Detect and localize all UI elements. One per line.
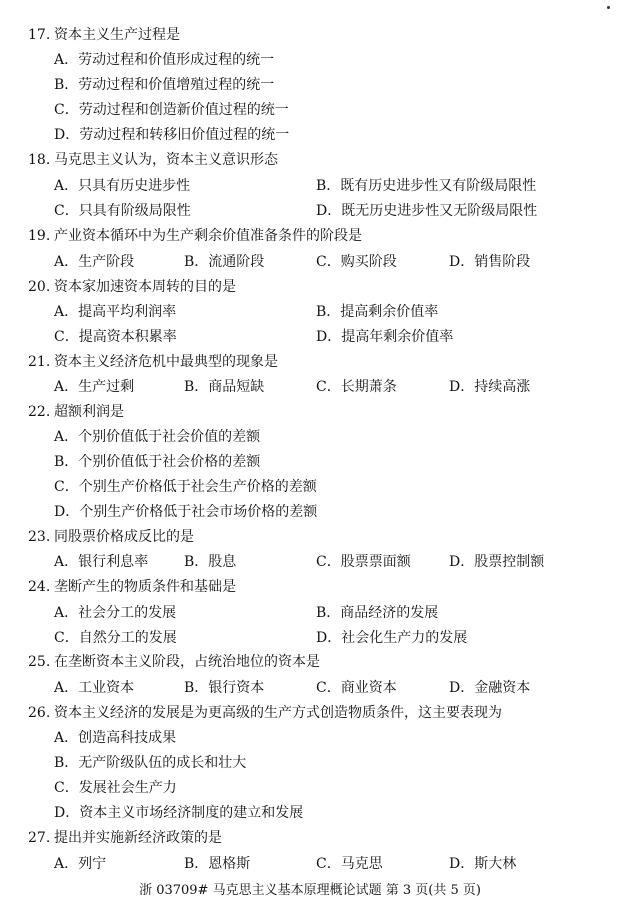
option-text: 提高平均利润率 [78, 304, 177, 320]
option-text: 商品经济的发展 [340, 605, 439, 621]
option-text: 社会分工的发展 [78, 605, 177, 621]
option-20b [316, 301, 438, 323]
question-number: 27. [28, 830, 51, 846]
option-text: 只具有阶级局限性 [78, 203, 191, 219]
option-text: 持续高涨 [474, 379, 531, 395]
question-22 [28, 401, 124, 423]
option-text: 个别价值低于社会价值的差额 [78, 429, 261, 445]
option-text: 斯大林 [474, 856, 517, 872]
option-22a [54, 426, 594, 448]
option-row [54, 175, 594, 197]
option-text: 资本主义市场经济制度的建立和发展 [79, 805, 304, 821]
option-row [54, 551, 594, 573]
option-22b [54, 451, 594, 473]
option-24b [316, 602, 438, 624]
option-26b [54, 752, 594, 774]
question-number: 24. [28, 579, 51, 595]
option-text: 马克思 [340, 856, 383, 872]
option-text: 长期萧条 [340, 379, 397, 395]
question-20 [28, 276, 236, 298]
option-letter: C． [54, 329, 79, 345]
option-26a [54, 727, 594, 749]
option-letter: B． [184, 680, 209, 696]
option-row [54, 326, 594, 348]
option-19c [316, 251, 397, 273]
option-letter: A． [54, 52, 79, 68]
option-text: 无产阶级队伍的成长和壮大 [78, 755, 247, 771]
page-footer: 浙 03709# 马克思主义基本原理概论试题 第 3 页(共 5 页) [139, 883, 481, 898]
option-letter: C． [316, 680, 341, 696]
option-letter: C． [316, 379, 341, 395]
option-letter: A． [54, 304, 79, 320]
option-text: 银行资本 [208, 680, 265, 696]
option-letter: C． [54, 203, 79, 219]
option-22c [54, 476, 594, 498]
option-text: 列宁 [78, 856, 107, 872]
option-text: 劳动过程和创造新价值过程的统一 [78, 102, 289, 118]
option-text: 只具有历史进步性 [78, 178, 191, 194]
option-text: 销售阶段 [474, 254, 531, 270]
option-letter: D． [449, 680, 475, 696]
option-21b [184, 376, 264, 398]
option-letter: B． [184, 254, 209, 270]
question-number: 19. [28, 228, 51, 244]
option-24d [316, 627, 467, 649]
option-23b [184, 551, 236, 573]
option-letter: D． [449, 379, 475, 395]
option-25d [449, 677, 530, 699]
option-letter: C． [316, 554, 341, 570]
option-letter: B． [316, 304, 341, 320]
option-19b [184, 251, 264, 273]
option-text: 提高资本积累率 [78, 329, 177, 345]
question-stem: 超额利润是 [54, 404, 124, 420]
question-stem: 垄断产生的物质条件和基础是 [54, 579, 236, 595]
question-stem: 马克思主义认为，资本主义意识形态 [54, 152, 278, 168]
option-18d [316, 200, 537, 222]
option-23c [316, 551, 411, 573]
option-row [54, 627, 594, 649]
option-text: 商品短缺 [208, 379, 265, 395]
option-row [54, 602, 594, 624]
option-text: 创造高科技成果 [78, 730, 177, 746]
option-letter: B． [184, 379, 209, 395]
option-letter: C． [54, 479, 79, 495]
scan-mark [607, 6, 610, 9]
option-17b [54, 74, 594, 96]
option-letter: B． [316, 605, 341, 621]
option-letter: D． [316, 329, 342, 345]
option-text: 金融资本 [474, 680, 531, 696]
option-letter: A． [54, 554, 79, 570]
option-text: 个别价值低于社会价格的差额 [78, 454, 261, 470]
option-text: 流通阶段 [208, 254, 265, 270]
option-letter: A． [54, 730, 79, 746]
question-26 [28, 702, 502, 724]
question-stem: 资本家加速资本周转的目的是 [54, 279, 236, 295]
option-21c [316, 376, 397, 398]
option-19a [54, 251, 134, 273]
option-letter: A． [54, 856, 79, 872]
question-number: 22. [28, 404, 51, 420]
option-letter: D． [54, 805, 80, 821]
option-text: 银行利息率 [78, 554, 149, 570]
option-23a [54, 551, 148, 573]
question-number: 23. [28, 529, 51, 545]
option-20c [54, 326, 177, 348]
question-number: 20. [28, 279, 51, 295]
question-stem: 提出并实施新经济政策的是 [54, 830, 222, 846]
option-17d [54, 124, 594, 146]
option-letter: D． [54, 504, 80, 520]
option-text: 恩格斯 [208, 856, 251, 872]
option-letter: B． [54, 755, 79, 771]
option-row [54, 853, 594, 875]
option-letter: A． [54, 178, 79, 194]
option-18b [316, 175, 536, 197]
option-22d [54, 501, 594, 523]
option-text: 生产阶段 [78, 254, 135, 270]
option-27b [184, 853, 250, 875]
question-number: 18. [28, 152, 51, 168]
question-27 [28, 827, 222, 849]
question-18 [28, 149, 278, 171]
option-text: 劳动过程和转移旧价值过程的统一 [79, 127, 290, 143]
option-row [54, 251, 594, 273]
question-25 [28, 651, 320, 673]
option-letter: D． [54, 127, 80, 143]
option-27c [316, 853, 383, 875]
option-letter: B． [54, 77, 79, 93]
option-21d [449, 376, 530, 398]
option-text: 自然分工的发展 [78, 630, 177, 646]
option-text: 商业资本 [340, 680, 397, 696]
option-24c [54, 627, 177, 649]
option-row [54, 200, 594, 222]
option-text: 股息 [208, 554, 237, 570]
question-stem: 资本主义生产过程是 [54, 27, 180, 43]
question-stem: 资本主义经济的发展是为更高级的生产方式创造物质条件，这主要表现为 [54, 705, 502, 721]
option-25c [316, 677, 397, 699]
option-letter: C． [316, 254, 341, 270]
option-20d [316, 326, 453, 348]
option-letter: C． [316, 856, 341, 872]
option-text: 劳动过程和价值形成过程的统一 [78, 52, 275, 68]
question-number: 25. [28, 654, 51, 670]
option-letter: B． [184, 856, 209, 872]
option-text: 发展社会生产力 [78, 780, 177, 796]
option-text: 个别生产价格低于社会市场价格的差额 [79, 504, 318, 520]
option-letter: C． [54, 630, 79, 646]
option-26d [54, 802, 594, 824]
question-24 [28, 576, 236, 598]
option-letter: D． [316, 203, 342, 219]
option-text: 生产过剩 [78, 379, 135, 395]
question-17 [28, 24, 180, 46]
option-23d [449, 551, 544, 573]
question-21 [28, 351, 278, 373]
option-text: 工业资本 [78, 680, 135, 696]
option-text: 既有历史进步性又有阶级局限性 [340, 178, 537, 194]
option-17c [54, 99, 594, 121]
option-letter: B． [184, 554, 209, 570]
option-18c [54, 200, 191, 222]
option-letter: A． [54, 254, 79, 270]
option-27a [54, 853, 106, 875]
option-27d [449, 853, 516, 875]
option-row [54, 301, 594, 323]
option-letter: A． [54, 429, 79, 445]
question-stem: 资本主义经济危机中最典型的现象是 [54, 354, 278, 370]
option-text: 社会化生产力的发展 [341, 630, 468, 646]
option-21a [54, 376, 134, 398]
option-letter: C． [54, 780, 79, 796]
option-20a [54, 301, 176, 323]
option-text: 劳动过程和价值增殖过程的统一 [78, 77, 275, 93]
question-23 [28, 526, 194, 548]
option-letter: A． [54, 605, 79, 621]
option-letter: D． [449, 554, 475, 570]
option-letter: D． [449, 254, 475, 270]
option-text: 提高年剩余价值率 [341, 329, 454, 345]
option-25b [184, 677, 264, 699]
option-18a [54, 175, 190, 197]
option-row [54, 677, 594, 699]
option-text: 股票票面额 [340, 554, 411, 570]
option-letter: A． [54, 379, 79, 395]
option-letter: D． [316, 630, 342, 646]
question-stem: 同股票价格成反比的是 [54, 529, 194, 545]
option-row [54, 376, 594, 398]
question-number: 21. [28, 354, 51, 370]
option-text: 提高剩余价值率 [340, 304, 439, 320]
option-17a [54, 49, 594, 71]
option-25a [54, 677, 134, 699]
question-number: 26. [28, 705, 51, 721]
option-letter: D． [449, 856, 475, 872]
option-24a [54, 602, 176, 624]
option-letter: C． [54, 102, 79, 118]
option-text: 既无历史进步性又无阶级局限性 [341, 203, 538, 219]
option-text: 股票控制额 [474, 554, 545, 570]
question-19 [28, 225, 362, 247]
option-text: 购买阶段 [340, 254, 397, 270]
option-letter: B． [54, 454, 79, 470]
question-number: 17. [28, 27, 51, 43]
question-stem: 产业资本循环中为生产剩余价值准备条件的阶段是 [54, 228, 362, 244]
option-letter: A． [54, 680, 79, 696]
option-text: 个别生产价格低于社会生产价格的差额 [78, 479, 317, 495]
question-stem: 在垄断资本主义阶段，占统治地位的资本是 [54, 654, 320, 670]
option-19d [449, 251, 530, 273]
option-26c [54, 777, 594, 799]
option-letter: B． [316, 178, 341, 194]
